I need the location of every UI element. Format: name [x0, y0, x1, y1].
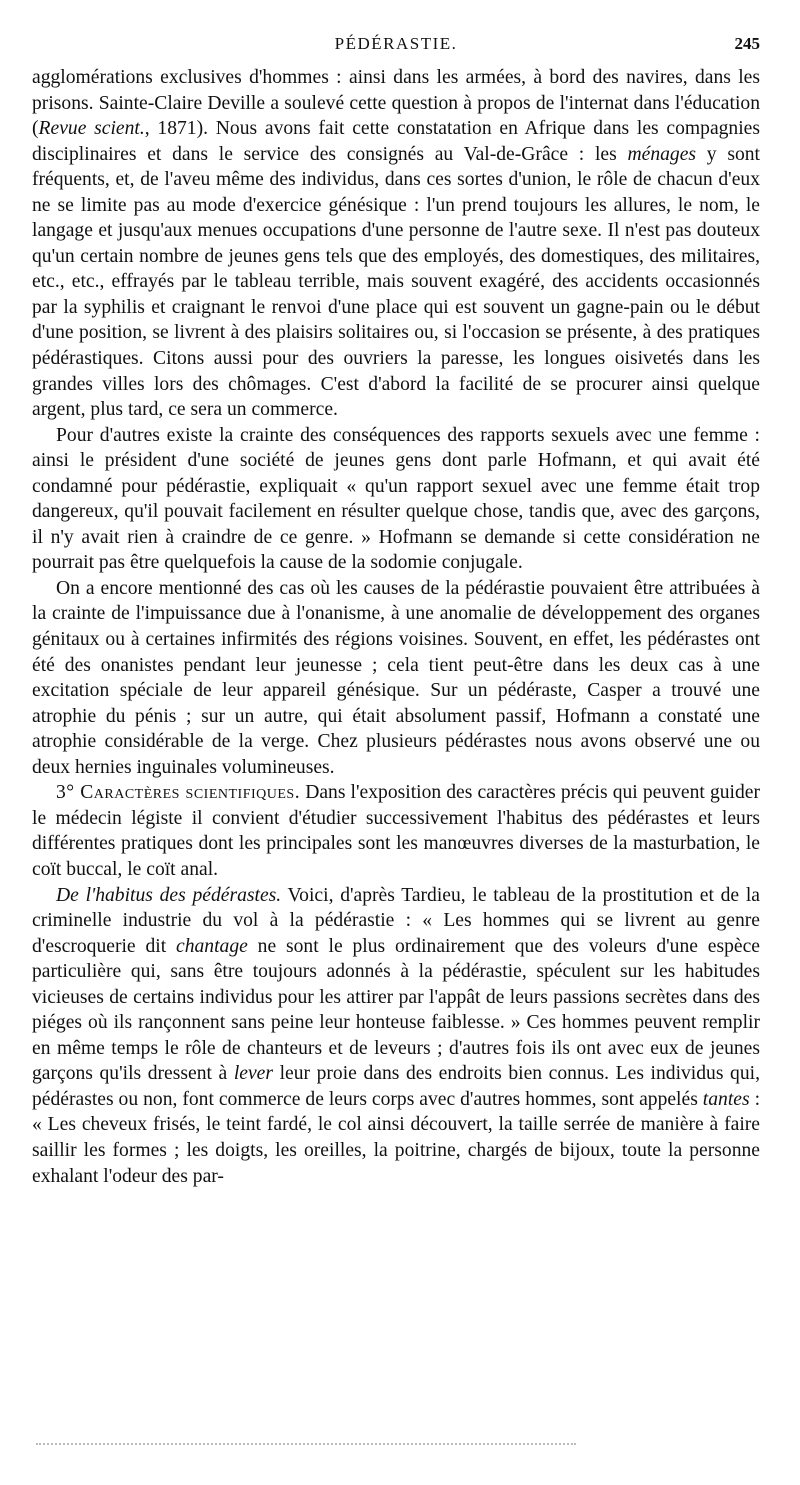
- section-heading: 3° Caractères scientifiques.: [56, 782, 301, 804]
- italic-text: Revue scient.: [38, 118, 145, 140]
- paragraph: [32, 576, 760, 780]
- running-header: [32, 30, 760, 58]
- text-run: agglomérations exclusives d'hommes : ainsi dans les armées, à bord des navires, dans les prisons. Sainte-Claire Deville a soulevé cette question à propos de l'internat dans l'éducation (: [32, 67, 760, 140]
- text-run: On a encore mentionné des cas où les causes de la pédérastie pouvaient être attribuées à la crainte de l'impuissance due à l'onanisme, à une anomalie de développement des organes génitaux ou à certaines infirmités des régions voisines. Souvent, en effet, les pédérastes ont été des onanistes pendant leur jeunesse ; cela tient peut-être dans les deux cas à une excitation spéciale de leur appareil génésique. Sur un pédéraste, Casper a trouvé une atrophie du pénis ; sur un autre, qui était absolument passif, Hofmann a constaté une atrophie considérable de la verge. Chez plusieurs pédérastes nous avons observé une ou deux hernies inguinales volumineuses.: [32, 577, 760, 778]
- italic-text: lever: [233, 1063, 273, 1085]
- paragraph: [32, 883, 760, 1190]
- text-run: , 1871). Nous avons fait cette constatation en Afrique dans les compagnies disciplinaires et dans le service des consignés au Val-de-Grâce : les: [32, 118, 760, 165]
- italic-text: tantes: [702, 1088, 750, 1110]
- page-number: 245: [734, 34, 760, 53]
- paragraph: [32, 780, 760, 882]
- text-run: Dans l'exposition des caractères précis qui peuvent guider le médecin légiste il convient d'étudier successivement l'habitus des pédérastes et leurs différentes pratiques dont les principales sont les manœuvres diverses de la masturbation, le coït buccal, le coït anal.: [32, 782, 760, 880]
- italic-text: De l'habitus des pédérastes.: [56, 884, 282, 906]
- bottom-rule: [36, 1443, 576, 1449]
- italic-text: ménages: [627, 143, 697, 165]
- text-run: leur proie dans des endroits bien connus. Les individus qui, pédérastes ou non, font commerce de leurs corps avec d'autres hommes, sont appelés: [32, 1063, 760, 1110]
- paragraph: [32, 65, 760, 423]
- text-run: Voici, d'après Tardieu, le tableau de la prostitution et de la criminelle industrie du vol à la pédérastie : « Les hommes qui se livrent au genre d'escroquerie dit: [32, 884, 760, 957]
- italic-text: chantage: [176, 935, 248, 957]
- text-run: : « Les cheveux frisés, le teint fardé, le col ainsi découvert, la taille serrée de manière à faire saillir les formes ; les doigts, les oreilles, la poitrine, chargés de bijoux, toute la personne exhalant l'odeur des par-: [32, 1088, 761, 1187]
- body-text: [32, 65, 760, 1189]
- text-run: y sont fréquents, et, de l'aveu même des individus, dans ces sortes d'union, le rôle de chacun d'eux ne se limite pas au mode d'exercice génésique : l'un prend toujours les allures, le nom, le langage et jusqu'aux menues occupations d'une personne de l'autre sexe. Il n'est pas douteux qu'un certain nombre de jeunes gens tels que des employés, des domestiques, des militaires, etc., etc., effrayés par le tableau terrible, mais souvent exagéré, des accidents occasionnés par la syphilis et craignant le renvoi d'une place qui est souvent un gagne-pain ou le début d'une position, se livrent à des plaisirs solitaires ou, si l'occasion se présente, à des pratiques pédérastiques. Citons aussi pour des ouvriers la paresse, les longues oisivetés dans les grandes villes lors des chômages. C'est d'abord la facilité de se procurer ainsi quelque argent, plus tard, ce sera un commerce.: [32, 143, 760, 421]
- paragraph: [32, 423, 760, 576]
- text-run: Pour d'autres existe la crainte des conséquences des rapports sexuels avec une femme : ainsi le président d'une société de jeunes gens dont parle Hofmann, et qui avait été condamné pour pédérastie, expliquait « qu'un rapport sexuel avec une femme était trop dangereux, qu'il pouvait facilement en résulter quelque chose, tandis que, avec des garçons, il n'y avait rien à craindre de ce genre. » Hofmann se demande si cette considération ne pourrait pas être quelquefois la cause de la sodomie conjugale.: [32, 424, 760, 574]
- text-run: ne sont le plus ordinairement que des voleurs d'une espèce particulière qui, sans être toujours adonnés à la pédérastie, spéculent sur les habitudes vicieuses de certains individus pour les attirer par l'appât de leurs passions secrètes dans des piéges où ils rançonnent sans peine leur honteuse faiblesse. » Ces hommes peuvent remplir en même temps le rôle de chanteurs et de leveurs ; d'autres fois ils ont avec eux de jeunes garçons qu'ils dressent à: [32, 935, 761, 1085]
- running-title: PÉDÉRASTIE.: [334, 34, 458, 53]
